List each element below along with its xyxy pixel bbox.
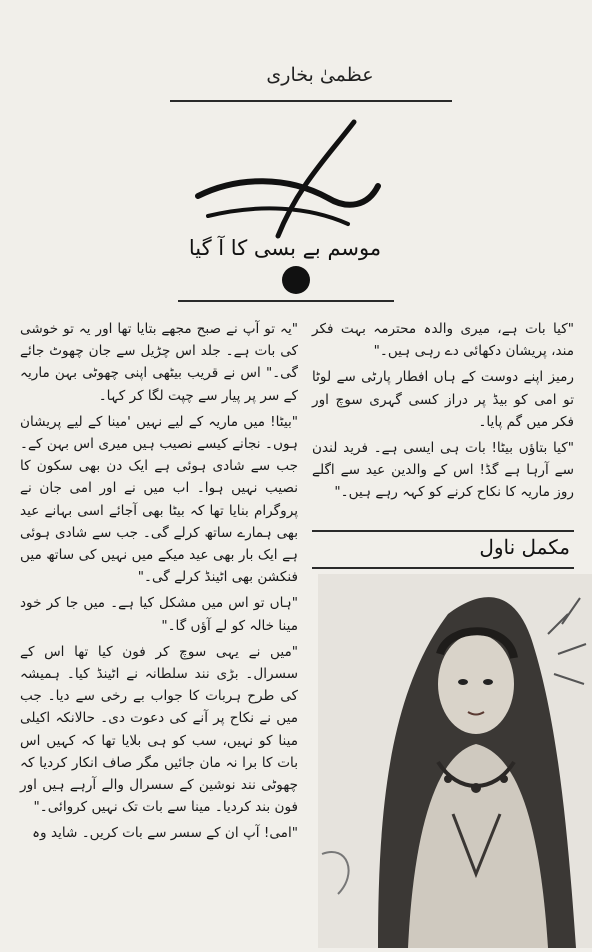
woman-illustration — [318, 574, 592, 948]
title-calligraphy-icon — [178, 116, 392, 296]
section-rule-top — [312, 530, 574, 532]
paragraph: "میں نے یہی سوچ کر فون کیا تھا اس کے سسرال۔ بڑی نند سلطانہ نے اٹینڈ کیا۔ ہمیشہ کی طرح ہربات کا جواب بے رخی سے دیا۔ جب میں نے نکاح پر آنے کی دعوت دی۔ حالانکہ اکیلی مینا کو نہیں، سب کو ہی بلایا تھا کہ کہیں اس بات کا برا نہ مان جائیں مگر صاف انکار کردیا کہ چھوٹی نند نوشین کے سسرال والے آرہے ہیں اور فون بند کردیا۔ مینا سے بات تک نہیں کروائی۔" — [20, 643, 298, 816]
author-name: عظمیٰ بخاری — [266, 64, 374, 86]
header-rule — [170, 100, 452, 102]
novel-title: موسم بے بسی کا آ گیا — [188, 236, 382, 260]
paragraph: "کیا بات ہے، میری والدہ محترمہ بہت فکر مند، پریشان دکھائی دے رہی ہیں۔" — [312, 321, 574, 360]
left-text-column — [20, 318, 298, 849]
paragraph: "ہاں تو اس میں مشکل کیا ہے۔ میں جا کر خود مینا خالہ کو لے آؤں گا۔" — [20, 595, 298, 634]
section-label: مکمل ناول — [479, 535, 570, 559]
section-rule-bottom — [312, 567, 574, 569]
paragraph: رمیز اپنے دوست کے ہاں افطار پارٹی سے لوٹا تو امی کو بیڈ پر دراز کسی گہری سوچ اور فکر میں گم پایا۔ — [312, 369, 574, 430]
paragraph: "کیا بتاؤں بیٹا! بات ہی ایسی ہے۔ فرید لندن سے آرہا ہے گڈ! اس کے والدین عید سے اگلے روز ماریہ کا نکاح کرنے کو کہہ رہے ہیں۔" — [312, 440, 574, 501]
paragraph: "بیٹا! میں ماریہ کے لیے نہیں 'مینا کے لیے پریشان ہوں۔ نجانے کیسے نصیب ہیں میری اس بہن کے۔ جب سے شادی ہوئی ہے ایک دن بھی سکون کا نصیب نہیں ہوا۔ اب میں نے اور امی جان نے پروگرام بنایا تھا کہ بیٹا بھی آجائے اسی بہانے عید بھی ہمارے ساتھ کرلے گی۔ جب سے شادی ہوئی ہے ایک بار بھی عید میکے میں نہیں کی ساتھ میں فنکشن بھی اٹینڈ کرلے گی۔" — [20, 413, 298, 586]
paragraph: "امی! آپ ان کے سسر سے بات کریں۔ شاید وہ — [32, 825, 298, 842]
novel-title-block — [178, 116, 392, 296]
paragraph: "یہ تو آپ نے صبح مجھے بتایا تھا اور یہ تو خوشی کی بات ہے۔ جلد اس چڑیل سے جان چھوٹ جائے گی۔" اس نے قریب بیٹھی اپنی چھوٹی بہن ماریہ کے سر پر پیار سے چپت لگا کر کہا۔ — [20, 321, 298, 404]
title-rule — [178, 300, 394, 302]
right-text-column — [312, 318, 574, 508]
